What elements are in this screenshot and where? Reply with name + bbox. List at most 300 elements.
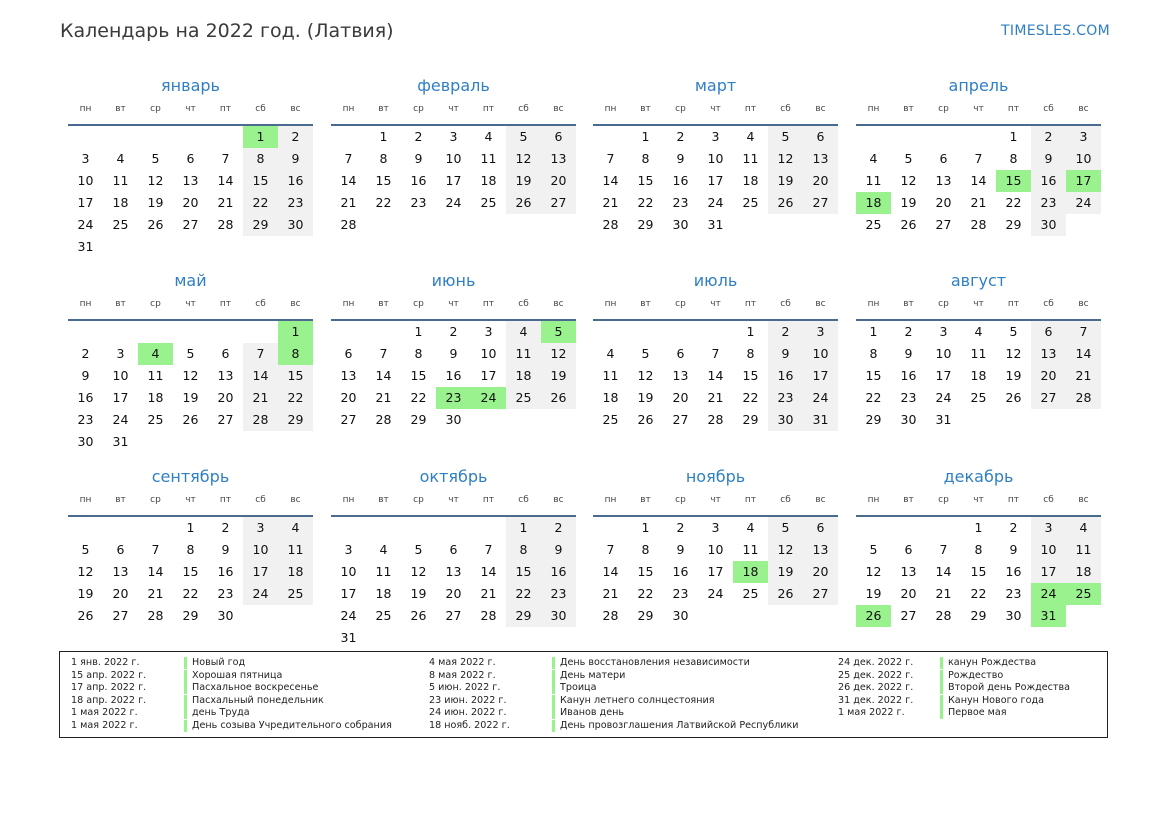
- empty-cell: [331, 517, 366, 539]
- day-cell: 12: [865, 564, 882, 579]
- holiday-name: День матери: [552, 670, 625, 682]
- day-cell: 6: [803, 126, 838, 148]
- day-cell: 24: [935, 390, 952, 405]
- holiday-name: Рождество: [940, 670, 1003, 682]
- weekday-label: вт: [903, 495, 914, 505]
- day-cell: 22: [182, 586, 199, 601]
- weekday-label: чт: [973, 299, 984, 309]
- weekday-label: вс: [815, 299, 826, 309]
- weekday-label: пт: [744, 299, 757, 309]
- day-cell: 6: [116, 542, 125, 557]
- day-cell: 19: [768, 561, 803, 583]
- day-cell: 15: [865, 368, 882, 383]
- day-cell: 15: [375, 173, 392, 188]
- holiday-date: 18 нояб. 2022 г.: [429, 719, 510, 731]
- month-name: январь: [161, 76, 220, 95]
- day-cell: 4: [116, 151, 125, 166]
- weekday-label: пн: [79, 299, 92, 309]
- weekday-label: вт: [640, 104, 651, 114]
- day-cell: 4: [1066, 517, 1101, 539]
- weekday-label: вт: [378, 495, 389, 505]
- day-cell: 21: [707, 390, 724, 405]
- day-cell: 3: [116, 346, 125, 361]
- day-cell: 5: [641, 346, 650, 361]
- holiday-name: День созыва Учредительного собрания: [184, 720, 392, 732]
- day-cell: 29: [637, 217, 654, 232]
- day-cell: 14: [602, 173, 619, 188]
- day-cell: 28: [602, 608, 619, 623]
- day-cell: 24: [77, 217, 94, 232]
- day-cell: 20: [803, 170, 838, 192]
- day-cell: 30: [445, 412, 462, 427]
- weekday-label: пн: [79, 104, 92, 114]
- weekday-label: пн: [342, 299, 355, 309]
- day-cell: 3: [1066, 126, 1101, 148]
- day-cell: 29: [1005, 217, 1022, 232]
- day-cell: 11: [112, 173, 129, 188]
- day-cell: 18: [147, 390, 164, 405]
- weekday-header: [593, 102, 838, 126]
- day-cell: 17: [935, 368, 952, 383]
- day-cell: 26: [768, 583, 803, 605]
- weekday-label: пт: [219, 495, 232, 505]
- weekday-label: чт: [710, 495, 721, 505]
- day-cell: 29: [243, 214, 278, 236]
- day-cell: 23: [217, 586, 234, 601]
- day-cell: 11: [506, 343, 541, 365]
- day-cell: 30: [900, 412, 917, 427]
- day-cell: 29: [970, 608, 987, 623]
- empty-cell: [331, 321, 366, 343]
- day-cell: 21: [340, 195, 357, 210]
- day-cell: 31: [707, 217, 724, 232]
- day-grid: [68, 126, 313, 258]
- day-cell: 6: [1031, 321, 1066, 343]
- holiday-row: [71, 707, 411, 720]
- holiday-row: [838, 682, 1169, 695]
- day-cell: 2: [221, 520, 230, 535]
- weekday-label: ср: [150, 299, 161, 309]
- weekday-label: вт: [903, 299, 914, 309]
- day-cell: 11: [742, 542, 759, 557]
- day-cell: 26: [506, 192, 541, 214]
- day-cell: 4: [869, 151, 878, 166]
- day-cell: 2: [541, 517, 576, 539]
- day-cell: 29: [182, 608, 199, 623]
- holiday-row: [838, 707, 1169, 720]
- day-cell: 9: [1031, 148, 1066, 170]
- day-cell: 5: [768, 517, 803, 539]
- month-block: [856, 465, 1101, 627]
- day-grid: [68, 517, 313, 627]
- empty-cell: [926, 126, 961, 148]
- day-cell: 20: [900, 586, 917, 601]
- weekday-label: сб: [518, 299, 529, 309]
- day-cell: 19: [541, 365, 576, 387]
- day-cell: 7: [221, 151, 230, 166]
- day-cell: 20: [112, 586, 129, 601]
- day-cell: 29: [742, 412, 759, 427]
- holiday-date: 5 июн. 2022 г.: [429, 682, 501, 694]
- day-cell: 26: [541, 387, 576, 409]
- weekday-label: сб: [255, 104, 266, 114]
- day-cell: 27: [803, 583, 838, 605]
- month-name: ноябрь: [685, 467, 746, 486]
- holiday-day-cell: 31: [1031, 605, 1066, 627]
- holiday-column: [838, 657, 1169, 720]
- day-grid: [331, 517, 576, 649]
- day-cell: 10: [445, 151, 462, 166]
- day-cell: 13: [112, 564, 129, 579]
- day-cell: 17: [707, 564, 724, 579]
- day-cell: 19: [147, 195, 164, 210]
- day-cell: 8: [641, 542, 650, 557]
- holiday-row: [429, 719, 799, 733]
- day-cell: 10: [707, 542, 724, 557]
- day-cell: 14: [147, 564, 164, 579]
- weekday-label: сб: [255, 299, 266, 309]
- day-cell: 15: [410, 368, 427, 383]
- day-cell: 30: [672, 608, 689, 623]
- day-cell: 5: [869, 542, 878, 557]
- day-cell: 13: [935, 173, 952, 188]
- holiday-day-cell: 23: [436, 387, 471, 409]
- day-cell: 20: [935, 195, 952, 210]
- day-cell: 24: [803, 387, 838, 409]
- weekday-label: чт: [448, 299, 459, 309]
- day-cell: 30: [77, 434, 94, 449]
- empty-cell: [471, 517, 506, 539]
- day-cell: 3: [243, 517, 278, 539]
- weekday-label: пт: [1007, 299, 1020, 309]
- day-cell: 19: [865, 586, 882, 601]
- day-cell: 17: [803, 365, 838, 387]
- day-cell: 16: [541, 561, 576, 583]
- weekday-header: [331, 297, 576, 321]
- day-cell: 17: [707, 173, 724, 188]
- weekday-label: вс: [815, 495, 826, 505]
- month-name: август: [950, 271, 1007, 290]
- empty-cell: [138, 126, 173, 148]
- weekday-label: сб: [518, 104, 529, 114]
- empty-cell: [856, 126, 891, 148]
- day-cell: 26: [637, 412, 654, 427]
- day-cell: 16: [77, 390, 94, 405]
- day-cell: 9: [1009, 542, 1018, 557]
- day-cell: 17: [480, 368, 497, 383]
- day-cell: 30: [1005, 608, 1022, 623]
- day-cell: 11: [480, 151, 497, 166]
- day-cell: 10: [340, 564, 357, 579]
- day-cell: 24: [445, 195, 462, 210]
- holiday-column: [429, 657, 799, 733]
- holiday-row: [838, 657, 1169, 670]
- day-cell: 23: [768, 387, 803, 409]
- day-grid: [68, 321, 313, 453]
- brand-link[interactable]: TIMESLES.COM: [1001, 23, 1110, 39]
- day-cell: 25: [278, 583, 313, 605]
- day-grid: [331, 126, 576, 236]
- day-cell: 19: [637, 390, 654, 405]
- holiday-day-cell: 18: [856, 192, 891, 214]
- month-name: апрель: [948, 76, 1009, 95]
- day-cell: 9: [676, 151, 685, 166]
- weekday-label: пт: [219, 104, 232, 114]
- day-cell: 12: [541, 343, 576, 365]
- day-cell: 24: [707, 195, 724, 210]
- day-cell: 9: [449, 346, 458, 361]
- weekday-label: чт: [973, 104, 984, 114]
- day-cell: 9: [81, 368, 90, 383]
- day-cell: 6: [803, 517, 838, 539]
- weekday-label: вс: [1078, 299, 1089, 309]
- day-cell: 16: [768, 365, 803, 387]
- day-cell: 3: [939, 324, 948, 339]
- day-cell: 21: [217, 195, 234, 210]
- day-cell: 28: [970, 217, 987, 232]
- weekday-label: чт: [185, 299, 196, 309]
- day-cell: 3: [81, 151, 90, 166]
- day-cell: 4: [278, 517, 313, 539]
- holiday-name: Пасхальное воскресенье: [184, 682, 318, 694]
- day-cell: 29: [506, 605, 541, 627]
- day-cell: 31: [935, 412, 952, 427]
- day-cell: 12: [637, 368, 654, 383]
- day-cell: 23: [410, 195, 427, 210]
- holiday-name: Новый год: [184, 657, 245, 669]
- day-cell: 11: [742, 151, 759, 166]
- month-block: [331, 465, 576, 649]
- day-cell: 18: [970, 368, 987, 383]
- weekday-label: чт: [448, 104, 459, 114]
- day-cell: 6: [541, 126, 576, 148]
- holiday-day-cell: 25: [1066, 583, 1101, 605]
- holiday-row: [429, 682, 769, 695]
- day-cell: 3: [1031, 517, 1066, 539]
- day-grid: [593, 517, 838, 627]
- day-cell: 20: [803, 561, 838, 583]
- day-grid: [856, 126, 1101, 236]
- day-cell: 14: [340, 173, 357, 188]
- weekday-label: ср: [675, 299, 686, 309]
- day-cell: 8: [974, 542, 983, 557]
- holiday-day-cell: 24: [471, 387, 506, 409]
- day-grid: [856, 321, 1101, 431]
- day-cell: 18: [278, 561, 313, 583]
- day-cell: 2: [676, 129, 685, 144]
- weekday-label: вт: [903, 104, 914, 114]
- day-cell: 2: [904, 324, 913, 339]
- day-cell: 13: [340, 368, 357, 383]
- day-cell: 9: [541, 539, 576, 561]
- day-cell: 8: [243, 148, 278, 170]
- day-cell: 19: [768, 170, 803, 192]
- day-cell: 19: [900, 195, 917, 210]
- day-cell: 3: [449, 129, 458, 144]
- holiday-day-cell: 1: [278, 321, 313, 343]
- day-cell: 2: [449, 324, 458, 339]
- day-cell: 21: [970, 195, 987, 210]
- day-cell: 8: [506, 539, 541, 561]
- day-cell: 13: [541, 148, 576, 170]
- empty-cell: [593, 321, 628, 343]
- day-cell: 28: [707, 412, 724, 427]
- empty-cell: [926, 517, 961, 539]
- empty-cell: [593, 126, 628, 148]
- weekday-label: пн: [604, 104, 617, 114]
- day-cell: 4: [606, 346, 615, 361]
- day-cell: 12: [182, 368, 199, 383]
- weekday-label: ср: [413, 299, 424, 309]
- weekday-label: вс: [815, 104, 826, 114]
- day-cell: 23: [541, 583, 576, 605]
- day-cell: 4: [484, 129, 493, 144]
- day-cell: 12: [147, 173, 164, 188]
- day-cell: 7: [344, 151, 353, 166]
- day-cell: 26: [410, 608, 427, 623]
- day-cell: 30: [672, 217, 689, 232]
- weekday-label: вс: [553, 299, 564, 309]
- day-cell: 13: [803, 148, 838, 170]
- day-cell: 16: [1031, 170, 1066, 192]
- day-cell: 2: [1031, 126, 1066, 148]
- day-cell: 22: [506, 583, 541, 605]
- day-cell: 6: [939, 151, 948, 166]
- month-block: [331, 74, 576, 236]
- day-cell: 4: [974, 324, 983, 339]
- empty-cell: [628, 321, 663, 343]
- day-cell: 12: [1005, 346, 1022, 361]
- day-cell: 12: [410, 564, 427, 579]
- holiday-date: 25 дек. 2022 г.: [838, 669, 914, 681]
- weekday-label: вт: [115, 299, 126, 309]
- day-cell: 26: [182, 412, 199, 427]
- weekday-label: чт: [710, 299, 721, 309]
- day-cell: 24: [707, 586, 724, 601]
- day-cell: 22: [637, 586, 654, 601]
- weekday-label: вт: [640, 495, 651, 505]
- holiday-date: 26 дек. 2022 г.: [838, 682, 914, 694]
- day-cell: 13: [672, 368, 689, 383]
- empty-cell: [138, 321, 173, 343]
- day-cell: 11: [865, 173, 882, 188]
- day-cell: 17: [112, 390, 129, 405]
- day-cell: 19: [1005, 368, 1022, 383]
- day-cell: 6: [186, 151, 195, 166]
- day-cell: 8: [379, 151, 388, 166]
- day-cell: 1: [869, 324, 878, 339]
- weekday-header: [856, 493, 1101, 517]
- weekday-label: ср: [150, 495, 161, 505]
- holiday-name: Канун летнего солнцестояния: [552, 695, 714, 707]
- day-cell: 11: [278, 539, 313, 561]
- day-cell: 22: [375, 195, 392, 210]
- holiday-day-cell: 1: [243, 126, 278, 148]
- weekday-label: пт: [219, 299, 232, 309]
- empty-cell: [593, 517, 628, 539]
- day-cell: 9: [904, 346, 913, 361]
- day-cell: 20: [541, 170, 576, 192]
- weekday-label: сб: [780, 299, 791, 309]
- day-cell: 7: [939, 542, 948, 557]
- day-cell: 5: [414, 542, 423, 557]
- day-cell: 11: [602, 368, 619, 383]
- day-cell: 1: [506, 517, 541, 539]
- day-cell: 10: [1066, 148, 1101, 170]
- day-cell: 25: [375, 608, 392, 623]
- day-cell: 14: [707, 368, 724, 383]
- day-cell: 25: [742, 586, 759, 601]
- holiday-day-cell: 15: [996, 170, 1031, 192]
- day-cell: 6: [449, 542, 458, 557]
- day-cell: 5: [768, 126, 803, 148]
- day-cell: 6: [221, 346, 230, 361]
- day-cell: 29: [410, 412, 427, 427]
- day-cell: 25: [970, 390, 987, 405]
- day-cell: 28: [602, 217, 619, 232]
- day-cell: 22: [1005, 195, 1022, 210]
- day-cell: 30: [217, 608, 234, 623]
- holiday-date: 8 мая 2022 г.: [429, 669, 496, 681]
- month-block: [856, 74, 1101, 236]
- day-cell: 3: [803, 321, 838, 343]
- month-name: май: [174, 271, 207, 290]
- day-cell: 14: [970, 173, 987, 188]
- day-cell: 7: [606, 542, 615, 557]
- day-cell: 3: [344, 542, 353, 557]
- day-cell: 12: [77, 564, 94, 579]
- day-cell: 2: [1009, 520, 1018, 535]
- day-cell: 9: [414, 151, 423, 166]
- day-cell: 4: [379, 542, 388, 557]
- empty-cell: [856, 517, 891, 539]
- weekday-label: вт: [378, 299, 389, 309]
- day-cell: 27: [340, 412, 357, 427]
- month-block: [68, 269, 313, 453]
- holiday-row: [71, 657, 411, 670]
- empty-cell: [173, 321, 208, 343]
- day-cell: 25: [147, 412, 164, 427]
- weekday-label: ср: [413, 104, 424, 114]
- weekday-header: [331, 102, 576, 126]
- day-cell: 7: [606, 151, 615, 166]
- holiday-row: [838, 670, 1169, 683]
- day-cell: 29: [278, 409, 313, 431]
- empty-cell: [68, 321, 103, 343]
- weekday-label: чт: [710, 104, 721, 114]
- day-cell: 18: [602, 390, 619, 405]
- day-cell: 27: [217, 412, 234, 427]
- day-cell: 30: [1031, 214, 1066, 236]
- day-cell: 12: [768, 539, 803, 561]
- weekday-label: чт: [185, 495, 196, 505]
- weekday-label: пн: [342, 104, 355, 114]
- weekday-header: [593, 297, 838, 321]
- empty-cell: [103, 321, 138, 343]
- day-cell: 13: [217, 368, 234, 383]
- day-cell: 19: [506, 170, 541, 192]
- day-cell: 10: [1031, 539, 1066, 561]
- day-cell: 6: [904, 542, 913, 557]
- empty-cell: [68, 517, 103, 539]
- day-cell: 23: [1005, 586, 1022, 601]
- weekday-label: пн: [867, 299, 880, 309]
- holiday-date: 1 мая 2022 г.: [71, 719, 138, 731]
- day-cell: 3: [711, 129, 720, 144]
- day-cell: 30: [768, 409, 803, 431]
- day-cell: 6: [676, 346, 685, 361]
- day-cell: 11: [147, 368, 164, 383]
